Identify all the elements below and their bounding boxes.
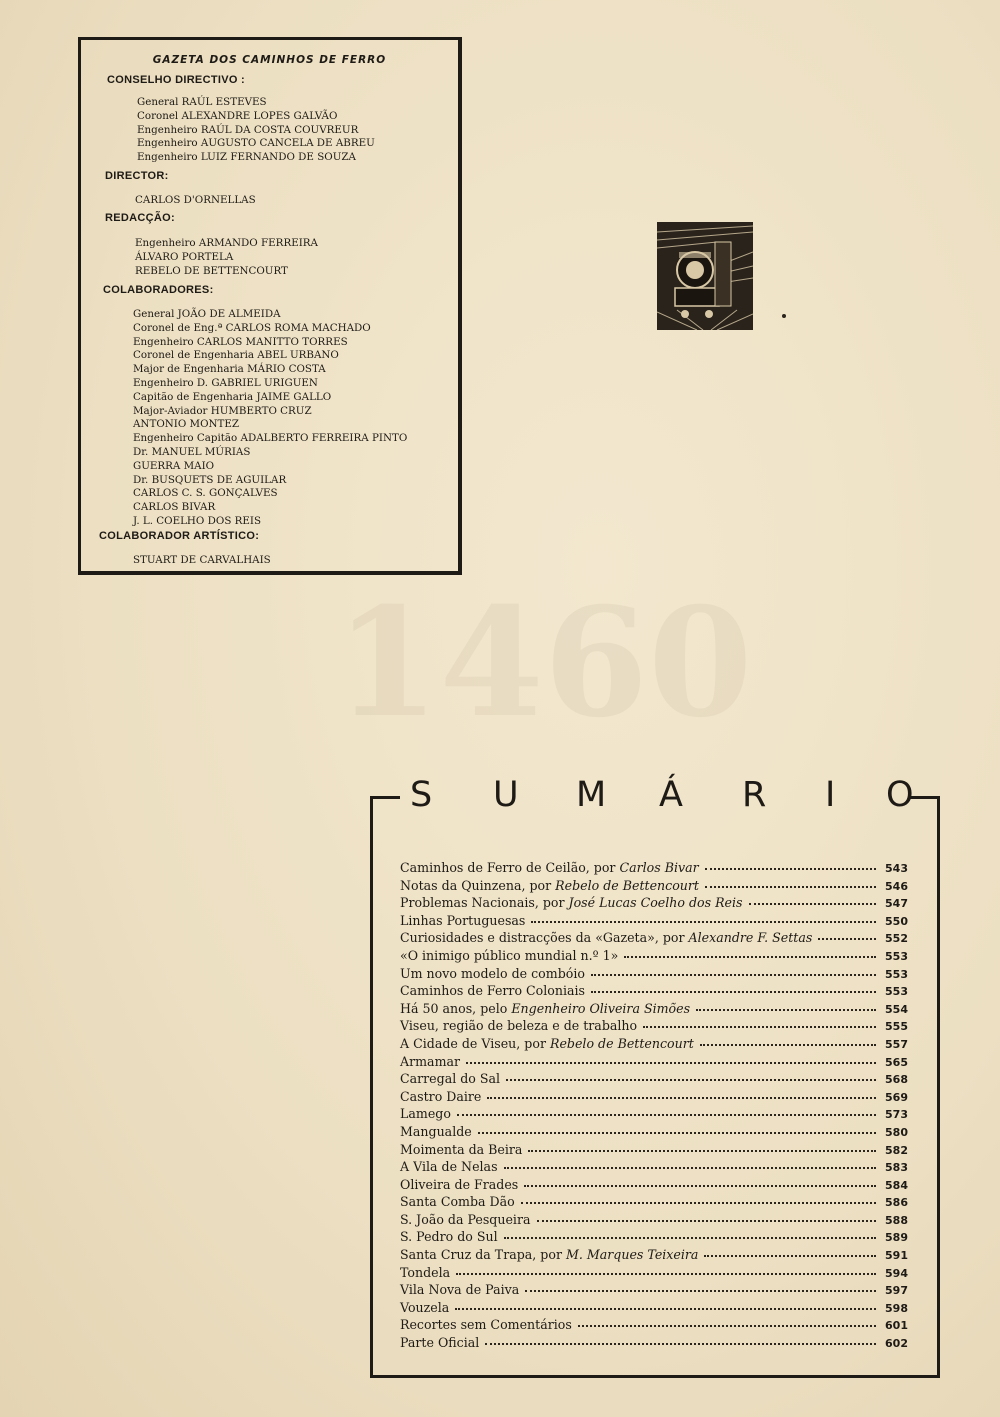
entry-title: Mangualde [400,1123,472,1139]
staff-section-heading: CONSELHO DIRECTIVO : [107,74,246,86]
entry-title-wrap [400,1142,522,1157]
entry-page-number: 543 [885,862,908,875]
leader-dots [455,1307,876,1310]
staff-name-list [137,96,375,165]
entry-title-wrap [400,983,585,998]
summary-entry [400,1142,908,1160]
leader-dots [749,902,877,905]
summary-entry [400,930,908,948]
entry-title-wrap [400,1071,500,1086]
entry-page-number: 594 [885,1266,908,1280]
staff-name: ÁLVARO PORTELA [135,250,234,263]
entry-page-number: 602 [885,1337,908,1351]
staff-name: Dr. MANUEL MÚRIAS [133,445,251,458]
leader-dots [537,1219,877,1222]
entry-title-wrap [400,895,743,910]
entry-title: S. João da Pesqueira [400,1211,531,1227]
entry-title: A Vila de Nelas [400,1159,498,1175]
entry-title-wrap [400,1001,690,1016]
entry-page-number: 569 [885,1090,908,1104]
entry-page-number: 553 [885,985,908,999]
entry-title-wrap [400,1106,451,1121]
entry-title-wrap [400,1036,694,1051]
leader-dots [487,1096,876,1099]
entry-title-wrap [400,930,812,945]
entry-page-number: 557 [885,1037,908,1051]
summary-entry [400,1159,908,1177]
entry-title: Tondela [400,1264,451,1280]
leader-dots [485,1342,876,1345]
entry-title-wrap [400,1159,498,1174]
entry-page-number: 565 [885,1055,908,1069]
entry-page-number: 586 [885,1196,908,1210]
leader-dots [466,1061,876,1064]
entry-page-number: 554 [885,1002,908,1016]
entry-title-wrap [400,878,699,893]
staff-name: Engenheiro D. GABRIEL URIGUEN [133,376,318,389]
staff-name: Engenheiro AUGUSTO CANCELA DE ABREU [137,137,375,150]
staff-name: General JOÃO DE ALMEIDA [133,308,281,320]
staff-name: General RAÚL ESTEVES [137,96,267,108]
entry-title: Um novo modelo de combóio [400,965,585,981]
entry-title: S. Pedro do Sul [400,1229,498,1245]
entry-title-wrap [400,1054,460,1069]
summary-title [380,775,914,819]
staff-name: GUERRA MAIO [133,459,215,472]
staff-name: REBELO DE BETTENCOURT [135,264,288,277]
leader-dots [531,920,876,923]
locomotive-engraving [657,222,753,330]
entry-title-wrap [400,1300,449,1315]
leader-dots [525,1289,876,1292]
entry-author: Rebelo de Bettencourt [549,1035,694,1051]
entry-title: Há 50 anos, pelo [400,1000,512,1016]
leader-dots [705,885,876,888]
leader-dots [528,1149,876,1152]
summary-entry [400,913,908,931]
staff-name: Coronel de Engenharia ABEL URBANO [133,349,339,362]
leader-dots [524,1184,876,1187]
entry-author: Alexandre F. Settas [688,930,813,946]
entry-title: Vouzela [400,1299,450,1315]
entry-title: Curiosidades e distracções da «Gazeta», por [400,930,689,946]
summary-entry [400,1177,908,1195]
entry-title: A Cidade de Viseu, por [400,1035,550,1051]
entry-page-number: 584 [885,1178,908,1192]
entry-title-wrap [400,966,585,981]
entry-title: Caminhos de Ferro Coloniais [400,983,585,999]
summary-entry [400,1300,908,1318]
entry-page-number: 598 [885,1301,908,1315]
summary-title-letter: R [742,775,767,815]
entry-title: Carregal do Sal [400,1071,501,1087]
leader-dots [700,1043,876,1046]
summary-entry [400,1194,908,1212]
entry-page-number: 580 [885,1125,908,1139]
staff-name-list [133,308,407,529]
entry-page-number: 553 [885,949,908,963]
staff-name-list [135,194,256,208]
bleed-through-ghost: 1460 [335,575,753,751]
leader-dots [704,1254,876,1257]
staff-name: Engenheiro LUIZ FERNANDO DE SOUZA [137,151,356,164]
leader-dots [506,1078,876,1081]
leader-dots [578,1324,876,1327]
entry-title: Santa Cruz da Trapa, por [400,1247,566,1263]
summary-entry [400,1229,908,1247]
summary-entry [400,1317,908,1335]
summary-entry [400,1282,908,1300]
summary-entry [400,983,908,1001]
entry-title: Vila Nova de Paiva [400,1282,520,1298]
entry-title-wrap [400,1265,450,1280]
staff-masthead-box [78,37,462,575]
staff-name: CARLOS D'ORNELLAS [135,194,256,206]
summary-entry [400,1018,908,1036]
entry-title-wrap [400,1282,519,1297]
staff-section-heading: COLABORADOR ARTÍSTICO: [99,530,260,542]
summary-title-letter: U [493,775,519,815]
staff-section-heading: DIRECTOR: [105,170,169,182]
summary-list [400,860,908,1353]
entry-title: Oliveira de Frades [400,1176,519,1192]
entry-title-wrap [400,1018,637,1033]
staff-name-list [133,554,271,568]
staff-name: CARLOS BIVAR [133,501,216,514]
staff-name: Engenheiro RAÚL DA COSTA COUVREUR [137,123,359,136]
leader-dots [456,1272,876,1275]
summary-title-letter: O [886,775,914,815]
entry-author: M. Marques Teixeira [565,1247,699,1263]
entry-title-wrap [400,1335,479,1350]
entry-author: Rebelo de Bettencourt [555,877,699,893]
summary-title-letter: Á [659,775,683,815]
entry-title-wrap [400,1229,498,1244]
entry-title-wrap [400,1194,515,1209]
entry-page-number: 550 [885,914,908,928]
leader-dots [478,1131,876,1134]
leader-dots [624,955,876,958]
staff-name: Major-Aviador HUMBERTO CRUZ [133,404,312,417]
entry-title-wrap [400,913,525,928]
leader-dots [504,1166,876,1169]
staff-name: Coronel ALEXANDRE LOPES GALVÃO [137,109,338,122]
entry-page-number: 583 [885,1161,908,1175]
entry-page-number: 601 [885,1319,908,1333]
summary-entry [400,895,908,913]
entry-title: Problemas Nacionais, por [400,895,569,911]
summary-entry [400,948,908,966]
summary-entry [400,1265,908,1283]
entry-title: Lamego [400,1106,451,1122]
summary-entry [400,1124,908,1142]
staff-name: ANTONIO MONTEZ [133,418,240,431]
leader-dots [818,937,876,940]
entry-title-wrap [400,948,618,963]
staff-section-heading: COLABORADORES: [103,284,214,296]
ink-speck [782,314,786,318]
staff-name: Engenheiro ARMANDO FERREIRA [135,237,318,249]
staff-name: Dr. BUSQUETS DE AGUILAR [133,473,287,486]
summary-entry [400,1335,908,1353]
summary-entry [400,966,908,984]
entry-title-wrap [400,1212,531,1227]
summary-title-letter: I [825,775,836,815]
staff-section-heading: REDACÇÃO: [105,212,175,224]
summary-entry [400,1247,908,1265]
entry-page-number: 573 [885,1108,908,1122]
entry-title: Parte Oficial [400,1335,480,1351]
entry-page-number: 555 [885,1020,908,1034]
staff-name: Coronel de Eng.ª CARLOS ROMA MACHADO [133,321,371,334]
entry-page-number: 591 [885,1249,908,1263]
summary-title-letter: S [410,775,433,815]
leader-dots [643,1025,876,1028]
summary-entry [400,1106,908,1124]
entry-title-wrap [400,1089,481,1104]
entry-title-wrap [400,1124,472,1139]
leader-dots [705,867,876,870]
entry-title-wrap [400,1177,518,1192]
summary-entry [400,1054,908,1072]
summary-entry [400,1036,908,1054]
entry-page-number: 553 [885,967,908,981]
summary-entry [400,860,908,878]
summary-entry [400,1071,908,1089]
entry-page-number: 588 [885,1213,908,1227]
entry-page-number: 546 [885,879,908,893]
entry-title: Castro Daire [400,1088,482,1104]
entry-author: Carlos Bivar [619,860,699,875]
staff-name: CARLOS C. S. GONÇALVES [133,487,278,500]
entry-title: Caminhos de Ferro de Ceilão, por [400,860,620,875]
summary-title-letter: M [576,775,607,815]
entry-title: «O inimigo público mundial n.º 1» [400,947,619,963]
entry-title: Viseu, região de beleza e de trabalho [400,1018,638,1034]
entry-page-number: 547 [885,897,908,911]
entry-page-number: 582 [885,1143,908,1157]
entry-page-number: 589 [885,1231,908,1245]
entry-title: Notas da Quinzena, por [400,877,556,893]
entry-title: Recortes sem Comentários [400,1317,572,1333]
entry-title-wrap [400,860,699,875]
entry-author: Engenheiro Oliveira Simões [511,1000,691,1016]
summary-entry [400,1212,908,1230]
staff-name: Engenheiro Capitão ADALBERTO FERREIRA PINTO [133,432,408,445]
entry-title: Linhas Portuguesas [400,912,526,928]
staff-name: STUART DE CARVALHAIS [133,554,271,566]
leader-dots [591,990,876,993]
summary-entry [400,1089,908,1107]
masthead-title: GAZETA DOS CAMINHOS DE FERRO [152,54,387,66]
entry-page-number: 552 [885,932,908,946]
entry-page-number: 568 [885,1073,908,1087]
entry-title: Armamar [400,1053,461,1069]
staff-name: Engenheiro CARLOS MANITTO TORRES [133,335,348,348]
summary-entry [400,1001,908,1019]
leader-dots [591,973,876,976]
entry-title-wrap [400,1247,698,1262]
staff-name: Capitão de Engenharia JAIME GALLO [133,390,332,403]
staff-name: J. L. COELHO DOS REIS [133,514,262,527]
entry-page-number: 597 [885,1284,908,1298]
leader-dots [457,1113,876,1116]
entry-title: Santa Comba Dão [400,1194,515,1210]
staff-name-list [135,237,318,278]
staff-name: Major de Engenharia MÁRIO COSTA [133,363,326,376]
leader-dots [504,1236,876,1239]
entry-title: Moimenta da Beira [400,1141,523,1157]
entry-title-wrap [400,1317,572,1332]
leader-dots [696,1008,876,1011]
leader-dots [521,1201,876,1204]
summary-entry [400,878,908,896]
entry-author: José Lucas Coelho dos Reis [568,895,743,911]
